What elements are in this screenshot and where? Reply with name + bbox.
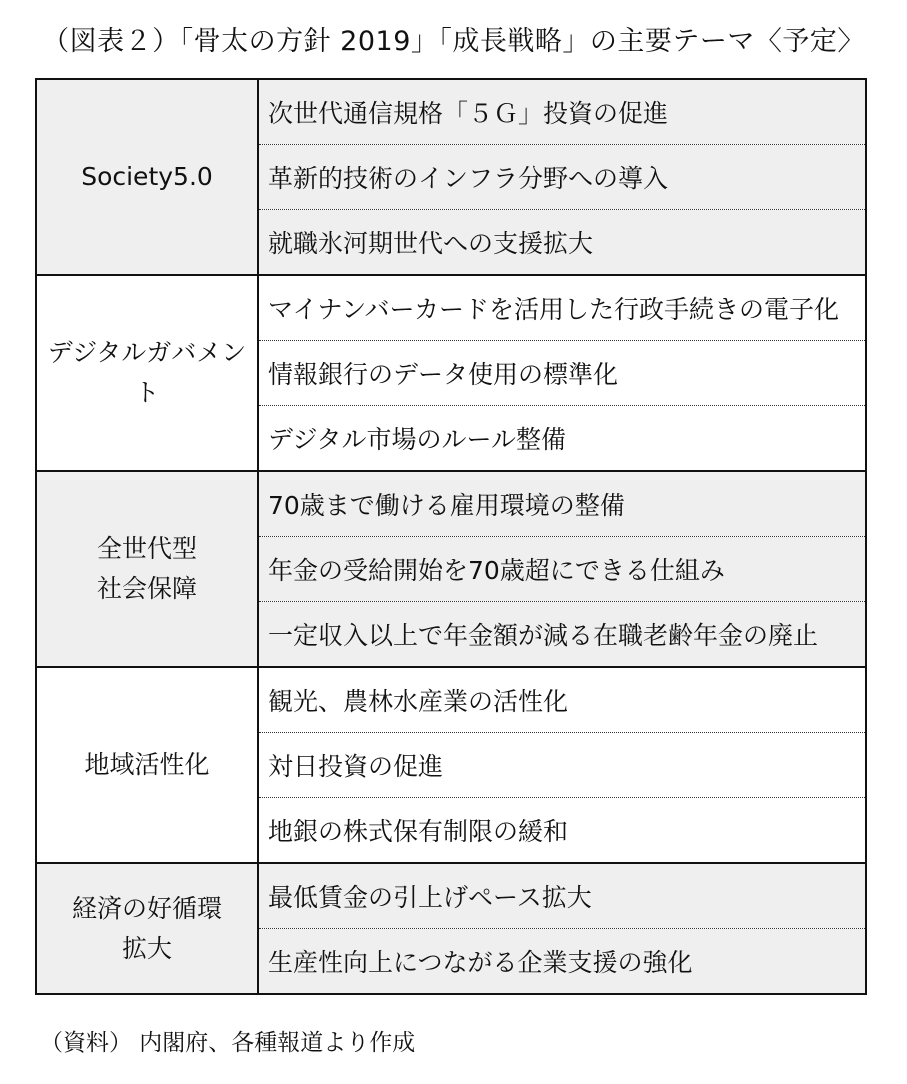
table-row — [36, 863, 866, 929]
category-cell: Society5.0 — [36, 79, 258, 275]
category-cell: デジタルガバメント — [36, 275, 258, 471]
item-cell: 最低賃金の引上げペース拡大 — [258, 863, 866, 929]
table-group-digital-government — [36, 275, 866, 471]
item-cell: 対日投資の促進 — [258, 733, 866, 798]
table-group-society50 — [36, 79, 866, 275]
item-cell: マイナンバーカードを活用した行政手続きの電子化 — [258, 275, 866, 341]
item-cell: 地銀の株式保有制限の緩和 — [258, 798, 866, 864]
category-cell: 経済の好循環 拡大 — [36, 863, 258, 994]
source-note: （資料） 内閣府、各種報道より作成 — [40, 1030, 416, 1056]
item-cell: 生産性向上につながる企業支援の強化 — [258, 929, 866, 995]
table-row — [36, 667, 866, 733]
item-cell: 70歳まで働ける雇用環境の整備 — [258, 471, 866, 537]
item-cell: 観光、農林水産業の活性化 — [258, 667, 866, 733]
category-cell: 全世代型 社会保障 — [36, 471, 258, 667]
table-row — [36, 471, 866, 537]
table-row — [36, 275, 866, 341]
item-cell: 年金の受給開始を70歳超にできる仕組み — [258, 537, 866, 602]
themes-table — [35, 78, 867, 995]
item-cell: 就職氷河期世代への支援拡大 — [258, 210, 866, 276]
item-cell: 一定収入以上で年金額が減る在職老齢年金の廃止 — [258, 602, 866, 668]
category-cell: 地域活性化 — [36, 667, 258, 863]
table-group-regional-revitalization — [36, 667, 866, 863]
item-cell: 革新的技術のインフラ分野への導入 — [258, 145, 866, 210]
table-row — [36, 79, 866, 145]
item-cell: 次世代通信規格「５Ｇ」投資の促進 — [258, 79, 866, 145]
page-title: （図表２）「骨太の方針 2019」「成長戦略」の主要テーマ〈予定〉 — [42, 26, 865, 57]
item-cell: 情報銀行のデータ使用の標準化 — [258, 341, 866, 406]
table-group-social-security — [36, 471, 866, 667]
item-cell: デジタル市場のルール整備 — [258, 406, 866, 472]
table-group-virtuous-cycle — [36, 863, 866, 994]
